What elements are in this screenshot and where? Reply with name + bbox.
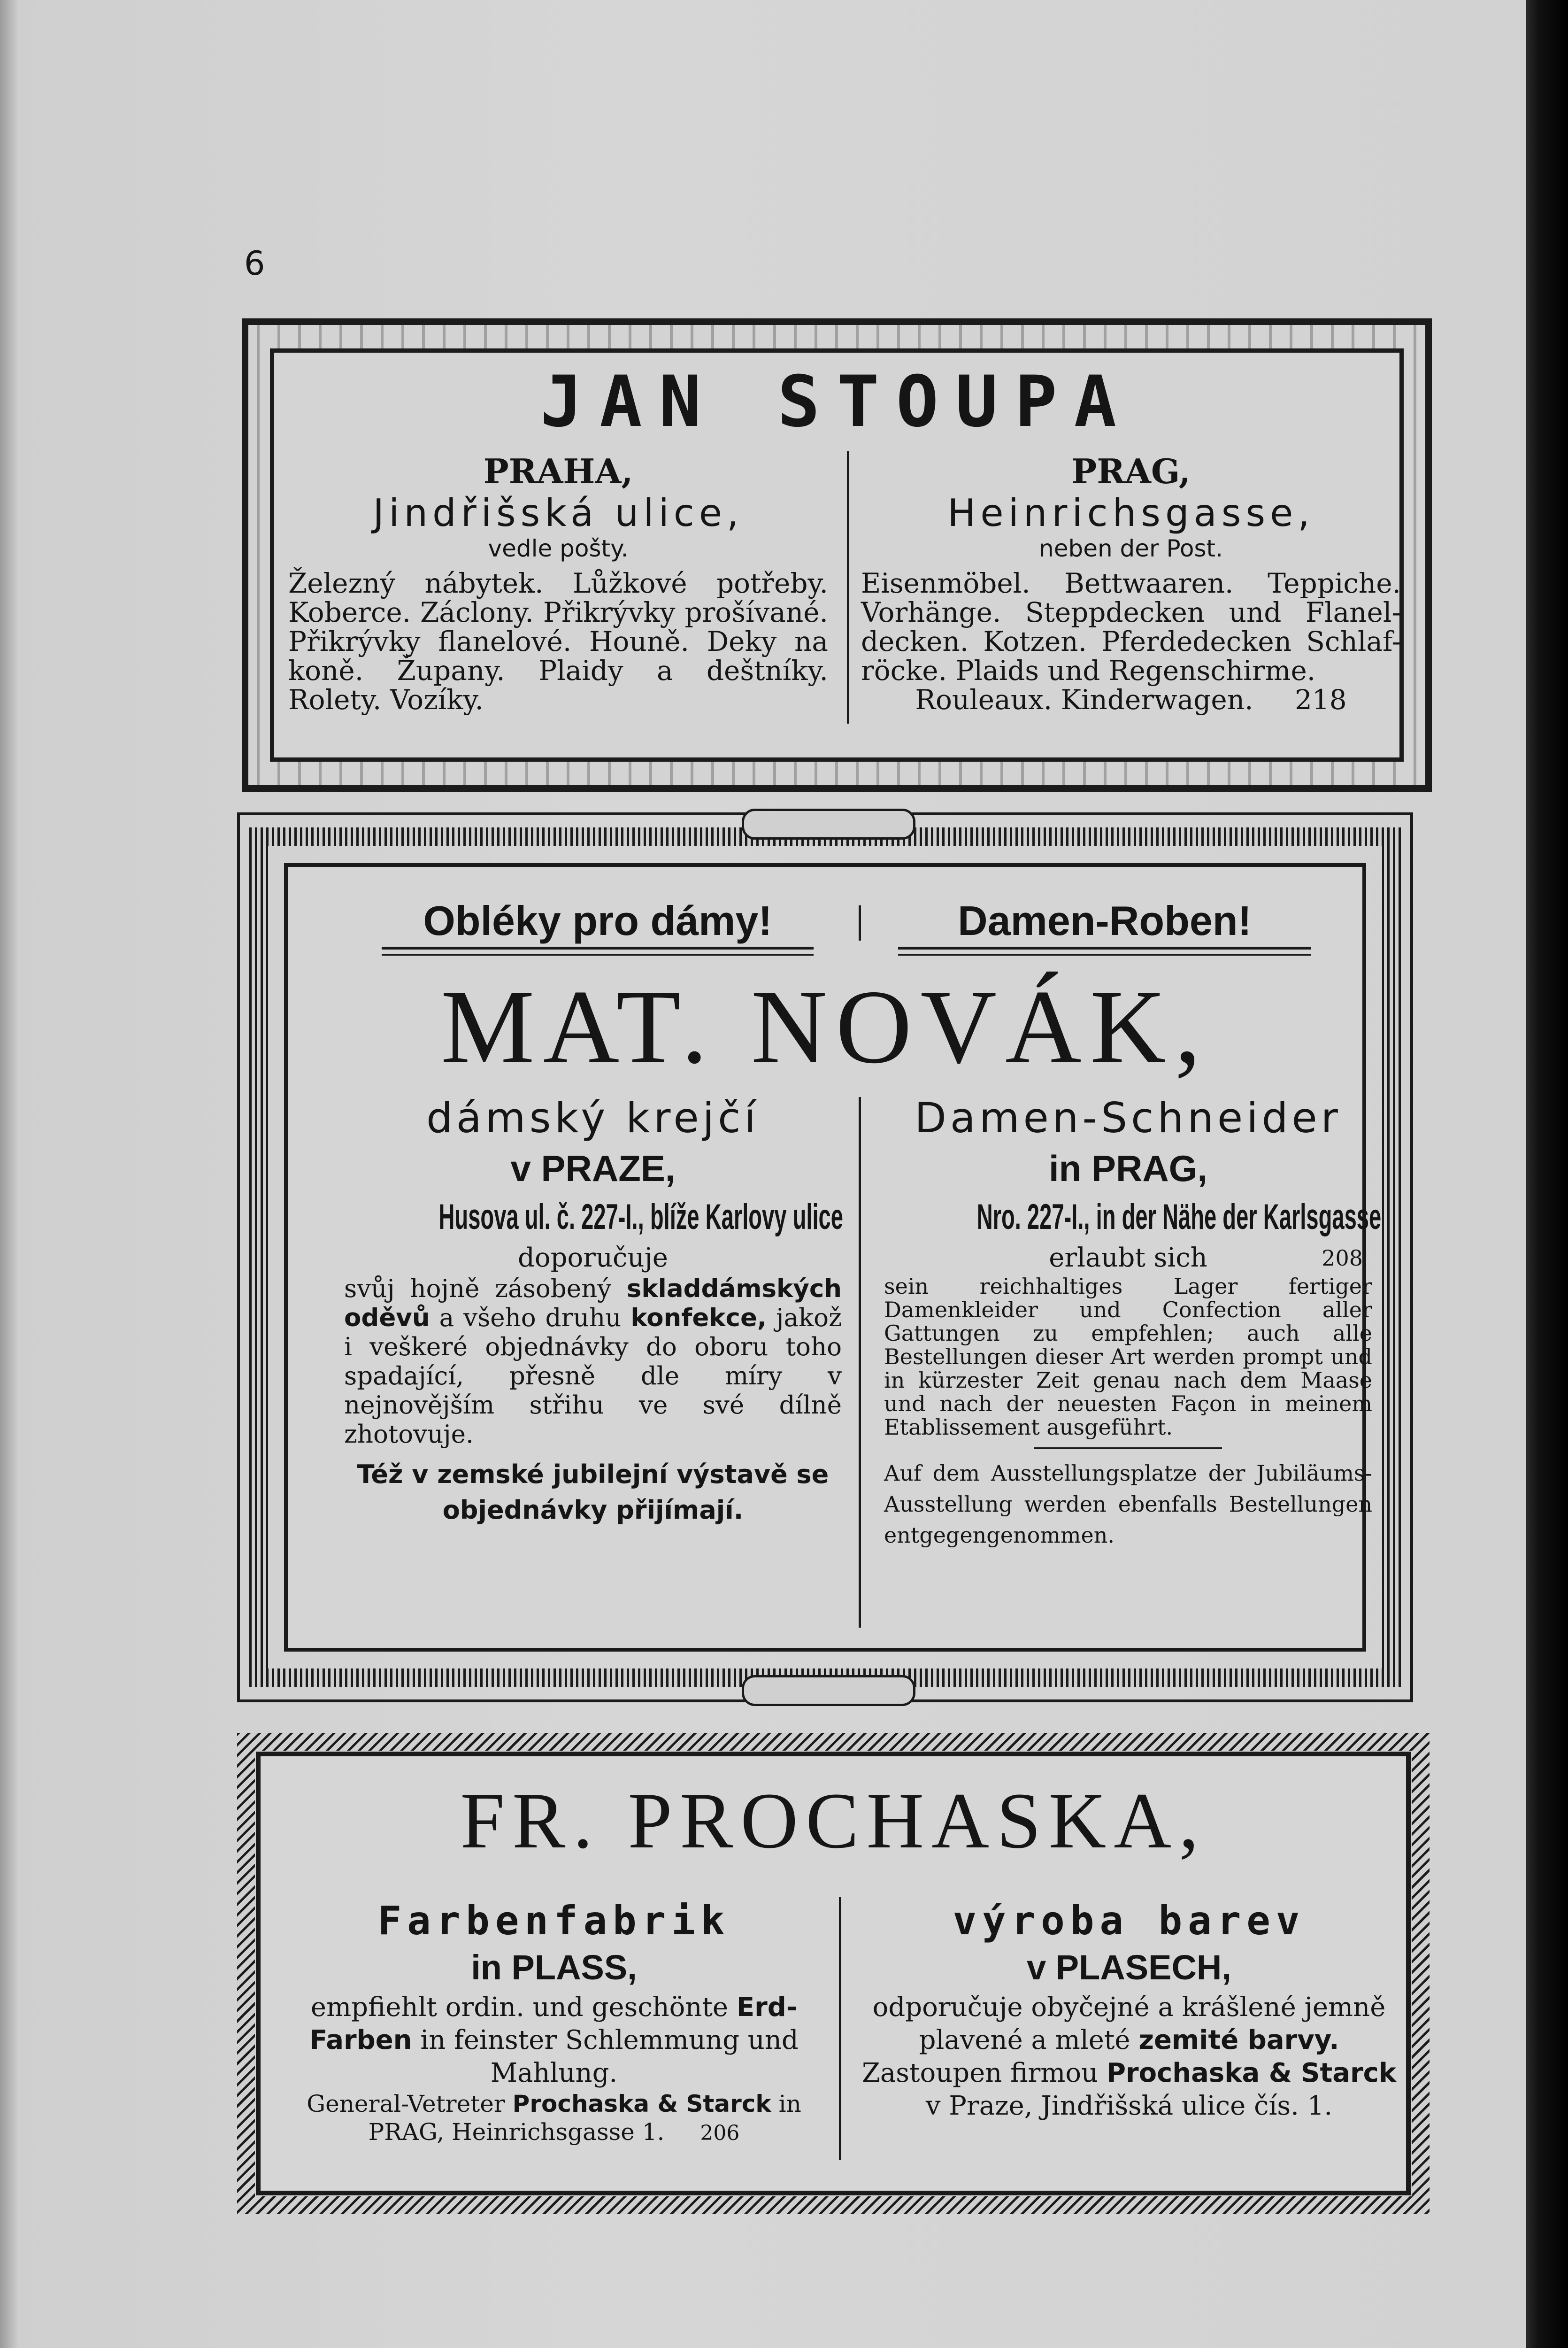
recommend-line	[884, 1242, 1372, 1274]
description	[857, 1991, 1401, 2057]
recommend-text: erlaubt sich	[1049, 1243, 1207, 1273]
column-divider	[847, 451, 849, 724]
city-heading: in PRAG,	[1048, 1148, 1207, 1189]
representative-text: General-Vetreter	[307, 2090, 505, 2117]
product-list: Železný nábytek. Lůžkové potřeby. Koberce. Záclony. Přikrývky prošívané. Přikrývky flanelové. Houně. Deky na koně. Župany. Plaidy a deštníky. Rolety. Vozíky.	[288, 567, 828, 716]
advert-number: 206	[700, 2121, 740, 2145]
page-left-shadow	[0, 0, 19, 2348]
product-list-end: Rouleaux. Kinderwagen.	[915, 684, 1253, 716]
city-heading: in PLASS,	[471, 1948, 637, 1987]
german-column	[884, 1092, 1382, 1551]
description-text: jakož i veškeré objednávky do oboru toho spadající, přesně dle míry v nejnovějším střihu ve své dílně zhotovuje.	[344, 1304, 842, 1449]
header-german: Damen-Roben!	[958, 897, 1252, 944]
trade-line: Damen-Schneider	[915, 1094, 1342, 1142]
representative-firm: Prochaska & Starck	[1106, 2058, 1397, 2088]
czech-column	[344, 1092, 842, 1528]
city-heading: v PLASECH,	[1027, 1948, 1231, 1987]
city-heading: PRAG,	[1071, 451, 1191, 491]
representative-line	[857, 2057, 1401, 2123]
representative-text: v Praze, Jindřišská ulice čís. 1.	[925, 2091, 1333, 2121]
header-czech: Obléky pro dámy!	[423, 897, 772, 944]
description-bold: skladdámských oděvů	[344, 1274, 842, 1332]
advert-title: JAN STOUPA	[540, 361, 1134, 443]
czech-column	[288, 451, 828, 714]
exhibition-note: Auf dem Ausstellungsplatze der Jubiläums-Ausstellung werden ebenfalls Bestellungen entgegengenommen.	[884, 1460, 1372, 1548]
page-number: 6	[244, 244, 265, 283]
recommend-line: doporučuje	[518, 1243, 668, 1273]
city-heading: v PRAZE,	[510, 1148, 676, 1189]
description-text: a všeho druhu	[439, 1304, 622, 1332]
product-list-last-line	[861, 685, 1401, 714]
advert-inner-frame	[284, 863, 1382, 1652]
czech-column	[857, 1897, 1401, 2123]
street-line: Jindřišská ulice,	[373, 491, 744, 535]
address-line: Nro. 227-I., in der Nähe der Karlsgasse	[976, 1197, 1382, 1237]
exhibition-note: Též v zemské jubilejní výstavě se objednávky přijímají.	[357, 1460, 829, 1525]
separator-rule	[1034, 1447, 1222, 1449]
header-underline	[382, 947, 814, 956]
top-scroll-ornament	[742, 809, 915, 840]
advert-number: 218	[1294, 684, 1347, 716]
address-line: Husova ul. č. 227-I., blíže Karlovy ulice	[438, 1197, 843, 1237]
description-text: svůj hojně zásobený	[344, 1274, 612, 1303]
advert-number: 208	[1322, 1245, 1363, 1271]
advert-title: MAT. NOVÁK,	[440, 968, 1210, 1085]
advert-fr-prochaska	[237, 1733, 1430, 2214]
german-column	[861, 451, 1401, 714]
city-heading: PRAHA,	[483, 451, 633, 491]
description	[344, 1274, 842, 1449]
description-bold: konfekce,	[630, 1304, 767, 1332]
location-note: vedle pošty.	[488, 535, 629, 562]
column-divider	[839, 1897, 841, 2160]
german-column	[284, 1897, 824, 2147]
description: sein reichhaltiges Lager fertiger Damenkleider und Confection aller Gattungen zu empfehlen; auch alle Bestellungen dieser Art werden prompt und in kürzester Zeit genau nach dem Maase und nach der neuesten Façon in meinem Etablissement ausgeführt.	[884, 1274, 1372, 1440]
representative-text: Zastoupen firmou	[861, 2058, 1099, 2088]
description-text: in feinster Schlemmung und Mahlung.	[420, 2025, 799, 2088]
location-note: neben der Post.	[1039, 535, 1223, 562]
trade-line: dámský krejčí	[426, 1094, 760, 1142]
representative-line	[284, 2090, 824, 2147]
description-text: odporučuje obyčejné a krášlené jemně plavené a mleté	[872, 1992, 1386, 2055]
description-bold: zemité barvy.	[1138, 2025, 1339, 2055]
trade-line: výroba barev	[953, 1898, 1306, 1944]
header-underline	[898, 947, 1311, 956]
bottom-scroll-ornament	[742, 1675, 915, 1706]
description-text: empfiehlt ordin. und geschönte	[310, 1992, 729, 2023]
trade-line: Farbenfabrik	[377, 1898, 730, 1944]
advert-inner-frame	[270, 348, 1404, 762]
header-divider	[859, 905, 861, 941]
advert-mat-novak	[237, 812, 1413, 1702]
description	[284, 1991, 824, 2090]
advert-inner-frame	[256, 1752, 1411, 2195]
product-list: Eisenmöbel. Bettwaaren. Teppiche. Vorhänge. Steppdecken und Flanel-decken. Kotzen. Pferdedecken Schlaf-röcke. Plaids und Regenschirme.	[861, 567, 1401, 687]
description-bold: Erd-Farben	[309, 1992, 798, 2055]
book-edge	[1526, 0, 1568, 2348]
street-line: Heinrichsgasse,	[947, 491, 1314, 535]
advert-jan-stoupa	[242, 318, 1432, 792]
advert-title: FR. PROCHASKA,	[460, 1776, 1207, 1865]
representative-firm: Prochaska & Starck	[512, 2090, 771, 2117]
representative-text: in PRAG, Heinrichsgasse 1.	[368, 2090, 801, 2146]
column-divider	[859, 1097, 861, 1628]
